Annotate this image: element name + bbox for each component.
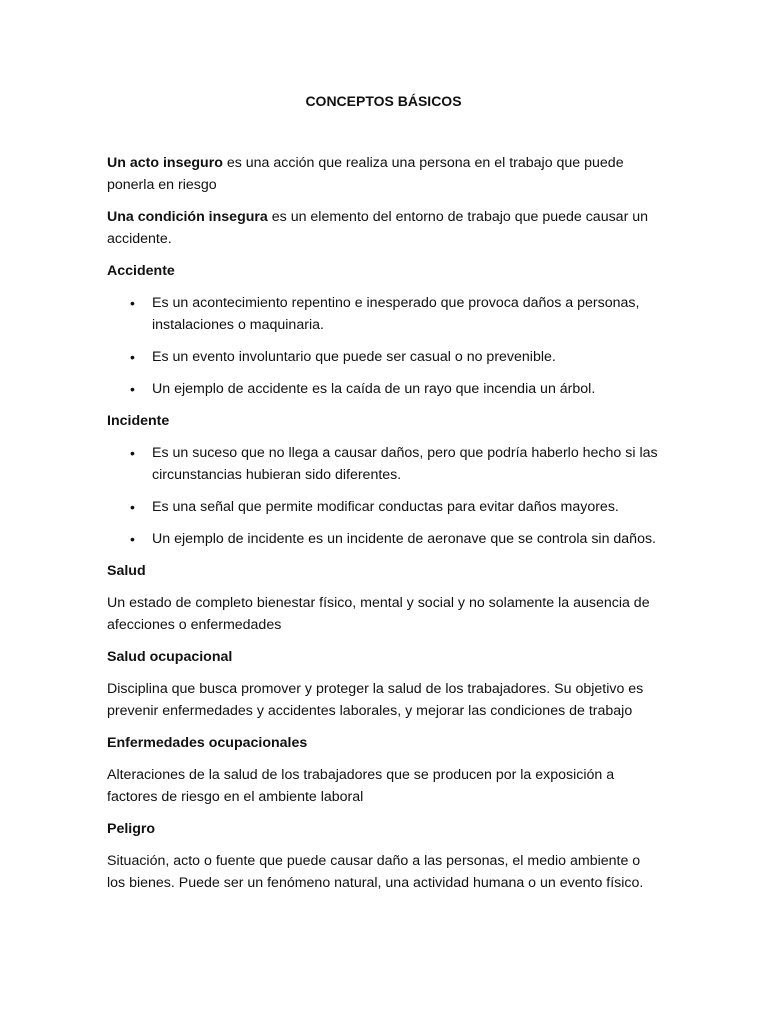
paragraph-peligro: Situación, acto o fuente que puede causar daño a las personas, el medio ambiente o los bienes. Puede ser un fenómeno natural, una actividad humana o un evento físico.: [107, 853, 644, 891]
paragraph-acto-inseguro: [107, 152, 660, 196]
heading-salud-ocupacional: Salud ocupacional: [107, 649, 233, 665]
definition-condicion-insegura: es un elemento del entorno de trabajo que puede causar un accidente.: [107, 209, 649, 247]
list-item: • Es una señal que permite modificar conductas para evitar daños mayores.: [152, 496, 660, 518]
term-condicion-insegura: Una condición insegura: [107, 209, 268, 225]
list-item: • Un ejemplo de incidente es un incidente de aeronave que se controla sin daños.: [152, 528, 660, 550]
heading-peligro: Peligro: [107, 821, 156, 837]
list-item: • Es un evento involuntario que puede ser casual o no prevenible.: [152, 346, 660, 368]
paragraph-enfermedades-ocupacionales: Alteraciones de la salud de los trabajadores que se producen por la exposición a factores de riesgo en el ambiente laboral: [107, 767, 615, 805]
list-item: • Un ejemplo de accidente es la caída de un rayo que incendia un árbol.: [152, 378, 660, 400]
list-item: • Es un suceso que no llega a causar daños, pero que podría haberlo hecho si las circunstancias hubieran sido diferentes.: [152, 442, 660, 486]
document-title: CONCEPTOS BÁSICOS: [305, 93, 462, 109]
heading-salud: Salud: [107, 563, 146, 579]
definition-acto-inseguro: es una acción que realiza una persona en el trabajo que puede ponerla en riesgo: [107, 155, 624, 193]
term-acto-inseguro: Un acto inseguro: [107, 155, 223, 171]
paragraph-salud: Un estado de completo bienestar físico, mental y social y no solamente la ausencia de afecciones o enfermedades: [107, 595, 650, 633]
list-incidente: [107, 442, 660, 550]
list-item: • Es un acontecimiento repentino e inesperado que provoca daños a personas, instalaciones o maquinaria.: [152, 292, 660, 336]
heading-incidente: Incidente: [107, 413, 170, 429]
paragraph-condicion-insegura: [107, 206, 660, 250]
list-accidente: [107, 292, 660, 400]
heading-accidente: Accidente: [107, 263, 175, 279]
heading-enfermedades-ocupacionales: Enfermedades ocupacionales: [107, 735, 308, 751]
paragraph-salud-ocupacional: Disciplina que busca promover y proteger la salud de los trabajadores. Su objetivo es prevenir enfermedades y accidentes laborales, y mejorar las condiciones de trabajo: [107, 681, 644, 719]
